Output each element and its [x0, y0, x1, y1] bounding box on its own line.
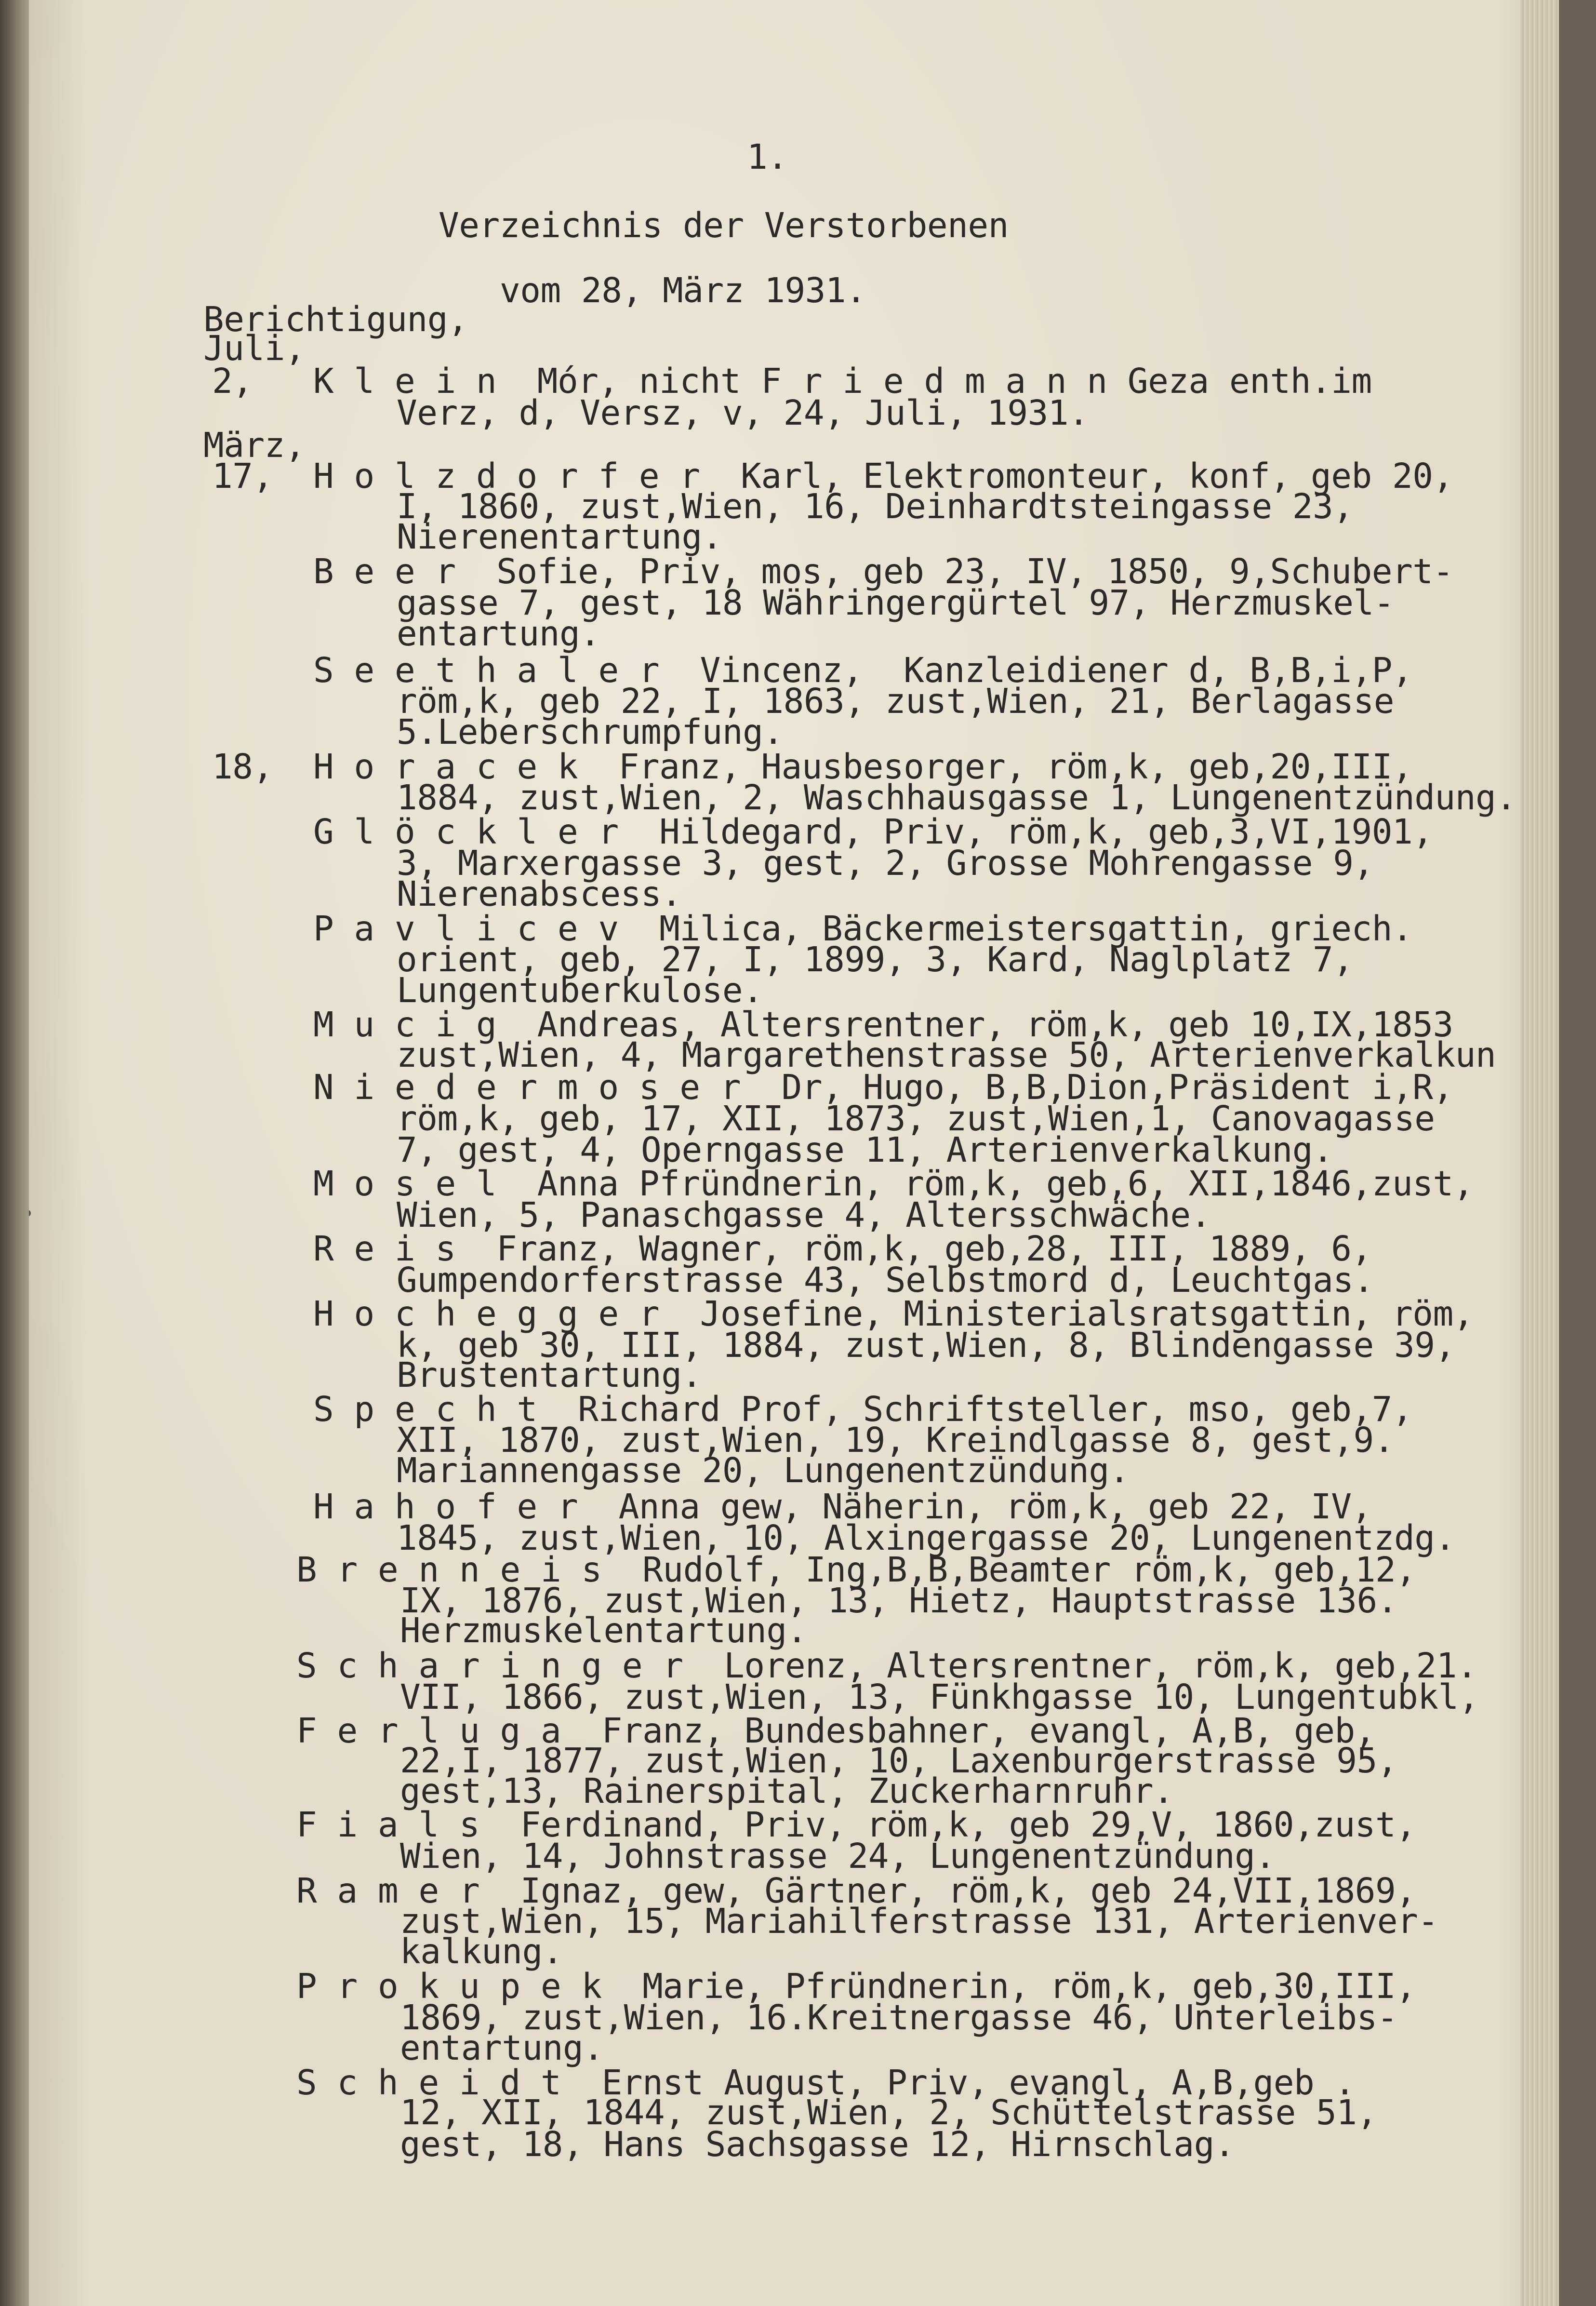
- entry-line: Brustentartung.: [397, 1355, 702, 1395]
- entry-name-line: R a m e r Ignaz, gew, Gärtner, röm,k, geb 24,VII,1869,: [296, 1871, 1416, 1911]
- entry-line: kalkung.: [400, 1931, 563, 1971]
- entry-name-line: M o s e l Anna Pfründnerin, röm,k, geb,6, XII,1846,zust,: [313, 1164, 1474, 1204]
- entry-line: Gumpendorferstrasse 43, Selbstmord d, Leuchtgas.: [397, 1260, 1374, 1300]
- entry-line: röm,k, geb, 17, XII, 1873, zust,Wien,1, Canovagasse: [397, 1099, 1435, 1139]
- entry-line: 1869, zust,Wien, 16.Kreitnergasse 46, Unterleibs-: [400, 1998, 1398, 2038]
- entry-line: 12, XII, 1844, zust,Wien, 2, Schüttelstrasse 51,: [400, 2092, 1377, 2132]
- entry-name-line: F i a l s Ferdinand, Priv, röm,k, geb 29,V, 1860,zust,: [296, 1805, 1416, 1845]
- entry-line: gest, 18, Hans Sachsgasse 12, Hirnschlag.: [400, 2124, 1235, 2164]
- entry-line: K l e i n Mór, nicht F r i e d m a n n Geza enth.im: [313, 361, 1372, 401]
- entry-line: gasse 7, gest, 18 Währingergürtel 97, Herzmuskel-: [397, 583, 1395, 623]
- page-number: 1.: [747, 137, 788, 177]
- page-stack-edge: [1520, 0, 1559, 2306]
- entry-line: Lungentuberkulose.: [397, 970, 763, 1010]
- entry-name-line: B r e n n e i s Rudolf, Ing,B,B,Beamter röm,k, geb,12,: [296, 1550, 1416, 1590]
- day-label-2: 2,: [212, 361, 253, 401]
- entry-line: Verz, d, Versz, v, 24, Juli, 1931.: [397, 393, 1089, 433]
- page-subtitle: vom 28, März 1931.: [500, 270, 866, 310]
- entry-line: Wien, 14, Johnstrasse 24, Lungenentzündung.: [400, 1836, 1276, 1876]
- entry-line: IX, 1876, zust,Wien, 13, Hietz, Hauptstrasse 136.: [400, 1581, 1398, 1621]
- entry-line: XII, 1870, zust,Wien, 19, Kreindlgasse 8, gest,9.: [397, 1420, 1395, 1460]
- entry-line: orient, geb, 27, I, 1899, 3, Kard, Naglplatz 7,: [397, 939, 1354, 979]
- entry-line: Mariannengasse 20, Lungenentzündung.: [397, 1450, 1130, 1490]
- binding-hole-mark: [29, 1210, 31, 1217]
- entry-line: entartung.: [400, 2028, 604, 2068]
- entry-line: 22,I, 1877, zust,Wien, 10, Laxenburgerstrasse 95,: [400, 1741, 1398, 1781]
- entry-line: zust,Wien, 4, Margarethenstrasse 50, Arterienverkalkun: [397, 1035, 1496, 1075]
- entry-name-line: P r o k u p e k Marie, Pfründnerin, röm,k, geb,30,III,: [296, 1966, 1416, 2006]
- entry-name-line: H o c h e g g e r Josefine, Ministerialsratsgattin, röm,: [313, 1294, 1474, 1334]
- entry-line: Wien, 5, Panaschgasse 4, Altersschwäche.: [397, 1195, 1211, 1235]
- entry-line: Nierenabscess.: [397, 874, 682, 914]
- entry-line: zust,Wien, 15, Mariahilferstrasse 131, Arterienver-: [400, 1901, 1438, 1941]
- entry-name-line: H o l z d o r f e r Karl, Elektromonteur, konf, geb 20,: [313, 456, 1453, 496]
- entry-line: I, 1860, zust,Wien, 16, Deinhardtsteingasse 23,: [397, 486, 1354, 526]
- entry-name-line: N i e d e r m o s e r Dr, Hugo, B,B,Dion,Präsident i,R,: [313, 1067, 1453, 1107]
- document-page: [29, 0, 1559, 2306]
- entry-name-line: H a h o f e r Anna gew, Näherin, röm,k, geb 22, IV,: [313, 1487, 1372, 1527]
- entry-name-line: S c h a r i n g e r Lorenz, Altersrentner, röm,k, geb,21.: [296, 1646, 1477, 1686]
- entry-line: 1845, zust,Wien, 10, Alxingergasse 20, Lungenentzdg.: [397, 1518, 1455, 1558]
- entry-name-line: B e e r Sofie, Priv, mos, geb 23, IV, 1850, 9,Schubert-: [313, 551, 1453, 591]
- entry-name-line: R e i s Franz, Wagner, röm,k, geb,28, III, 1889, 6,: [313, 1229, 1372, 1269]
- page-title: Verzeichnis der Verstorbenen: [439, 205, 1009, 245]
- entry-line: Nierenentartung.: [397, 517, 722, 557]
- entry-line: 1884, zust,Wien, 2, Waschhausgasse 1, Lungenentzündung.: [397, 778, 1516, 818]
- entry-name-line: M u c i g Andreas, Altersrentner, röm,k, geb 10,IX,1853: [313, 1005, 1453, 1045]
- entry-name-line: S e e t h a l e r Vincenz, Kanzleidiener d, B,B,i,P,: [313, 650, 1413, 690]
- entry-name-line: S c h e i d t Ernst August, Priv, evangl, A,B,geb .: [296, 2063, 1355, 2103]
- month-label-march: März,: [203, 425, 306, 465]
- entry-name-line: G l ö c k l e r Hildegard, Priv, röm,k, geb,3,VI,1901,: [313, 812, 1433, 852]
- entry-name-line: F e r l u g a Franz, Bundesbahner, evangl, A,B, geb,: [296, 1711, 1376, 1751]
- entry-line: VII, 1866, zust,Wien, 13, Fünkhgasse 10, Lungentubkl,: [400, 1677, 1479, 1717]
- entry-line: Herzmuskelentartung.: [400, 1610, 807, 1650]
- correction-heading: Berichtigung,: [203, 299, 468, 339]
- entry-line: gest,13, Rainerspital, Zuckerharnruhr.: [400, 1771, 1174, 1811]
- entry-line: k, geb 30, III, 1884, zust,Wien, 8, Blindengasse 39,: [397, 1325, 1455, 1365]
- entry-line: röm,k, geb 22, I, 1863, zust,Wien, 21, Berlagasse: [397, 681, 1395, 721]
- day-label-17: 17,: [212, 456, 273, 496]
- entry-name-line: S p e c h t Richard Prof, Schriftsteller, mso, geb,7,: [313, 1389, 1413, 1429]
- entry-name-line: P a v l i c e v Milica, Bäckermeistersgattin, griech.: [313, 909, 1413, 949]
- entry-line: 7, gest, 4, Operngasse 11, Arterienverkalkung.: [397, 1130, 1333, 1170]
- entry-line: entartung.: [397, 614, 600, 654]
- entry-line: 3, Marxergasse 3, gest, 2, Grosse Mohrengasse 9,: [397, 843, 1374, 883]
- month-label-july: Juli,: [203, 328, 306, 368]
- entry-name-line: H o r a c e k Franz, Hausbesorger, röm,k, geb,20,III,: [313, 747, 1413, 787]
- entry-line: 5.Leberschrumpfung.: [397, 712, 784, 752]
- day-label-18: 18,: [212, 747, 273, 787]
